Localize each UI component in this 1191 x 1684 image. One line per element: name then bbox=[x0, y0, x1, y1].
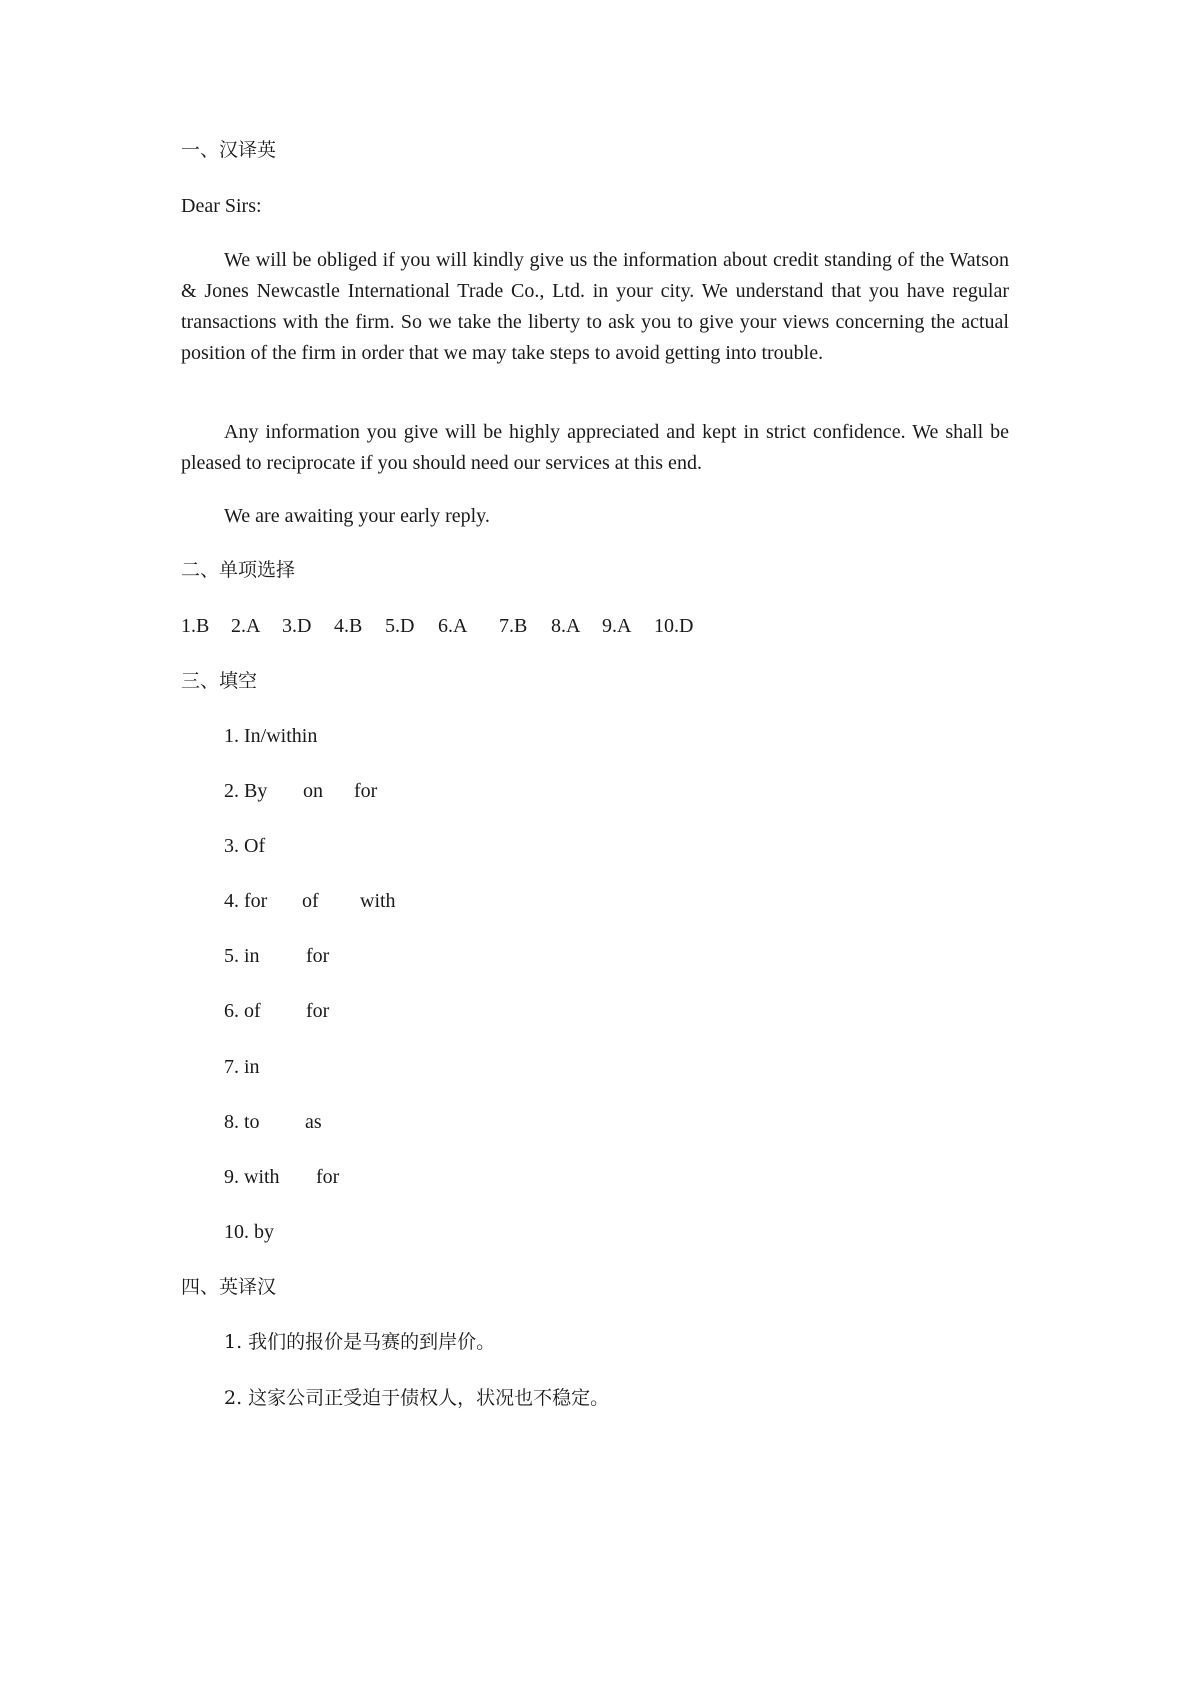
fill-answer: 4. for bbox=[224, 890, 268, 912]
fill-item-10 bbox=[224, 1219, 274, 1245]
fill-answer: of bbox=[302, 890, 319, 912]
choice-answer: 10.D bbox=[654, 615, 694, 637]
fill-answer: with bbox=[360, 890, 396, 912]
fill-answer: 1. In/within bbox=[224, 725, 318, 747]
letter-paragraph-2: Any information you give will be highly appreciated and kept in strict confidence. We shall be pleased to reciprocate if you should need our services at this end. bbox=[181, 421, 1009, 474]
choice-answer: 7.B bbox=[499, 615, 528, 637]
fill-answer: for bbox=[354, 780, 378, 802]
section-heading-3: 三、填空 bbox=[181, 670, 258, 692]
section-heading-4: 四、英译汉 bbox=[181, 1276, 277, 1298]
fill-answer: for bbox=[306, 945, 330, 967]
fill-answer: 8. to bbox=[224, 1111, 260, 1133]
fill-answer: 10. by bbox=[224, 1221, 274, 1243]
fill-answer: for bbox=[306, 1000, 330, 1022]
fill-item-7 bbox=[224, 1054, 260, 1080]
translation-item-1: 1. 我们的报价是马赛的到岸价。 bbox=[224, 1331, 496, 1353]
section-heading-1: 一、汉译英 bbox=[181, 139, 277, 161]
choice-answer: 6.A bbox=[438, 615, 468, 637]
fill-answer: 7. in bbox=[224, 1056, 260, 1078]
choice-answer: 3.D bbox=[282, 615, 312, 637]
letter-paragraph-1: We will be obliged if you will kindly give us the information about credit standing of the Watson & Jones Newcastle International Trade Co., Ltd. in your city. We understand that you have regular transactions with the firm. So we take the liberty to ask you to give your views concerning the actual position of the firm in order that we may take steps to avoid getting into trouble. bbox=[181, 249, 1009, 364]
fill-answer: 6. of bbox=[224, 1000, 261, 1022]
choice-answer: 4.B bbox=[334, 615, 363, 637]
fill-answer: on bbox=[303, 780, 323, 802]
fill-item-1 bbox=[224, 723, 317, 749]
fill-answer: 9. with bbox=[224, 1166, 280, 1188]
translation-item-2: 2. 这家公司正受迫于债权人，状况也不稳定。 bbox=[224, 1387, 610, 1409]
letter-paragraph-3: We are awaiting your early reply. bbox=[224, 505, 490, 527]
fill-answer: 5. in bbox=[224, 945, 260, 967]
choice-answer: 9.A bbox=[602, 615, 632, 637]
choice-answer: 8.A bbox=[551, 615, 581, 637]
choice-answer: 1.B bbox=[181, 615, 210, 637]
document-page bbox=[181, 0, 1009, 1684]
fill-answer: 2. By bbox=[224, 780, 268, 802]
section-heading-2: 二、单项选择 bbox=[181, 559, 296, 581]
fill-answer: 3. Of bbox=[224, 835, 266, 857]
choice-answer: 2.A bbox=[231, 615, 261, 637]
fill-answer: as bbox=[305, 1111, 322, 1133]
fill-item-3 bbox=[224, 833, 265, 859]
choice-answer: 5.D bbox=[385, 615, 415, 637]
letter-salutation: Dear Sirs: bbox=[181, 195, 262, 217]
fill-answer: for bbox=[316, 1166, 340, 1188]
